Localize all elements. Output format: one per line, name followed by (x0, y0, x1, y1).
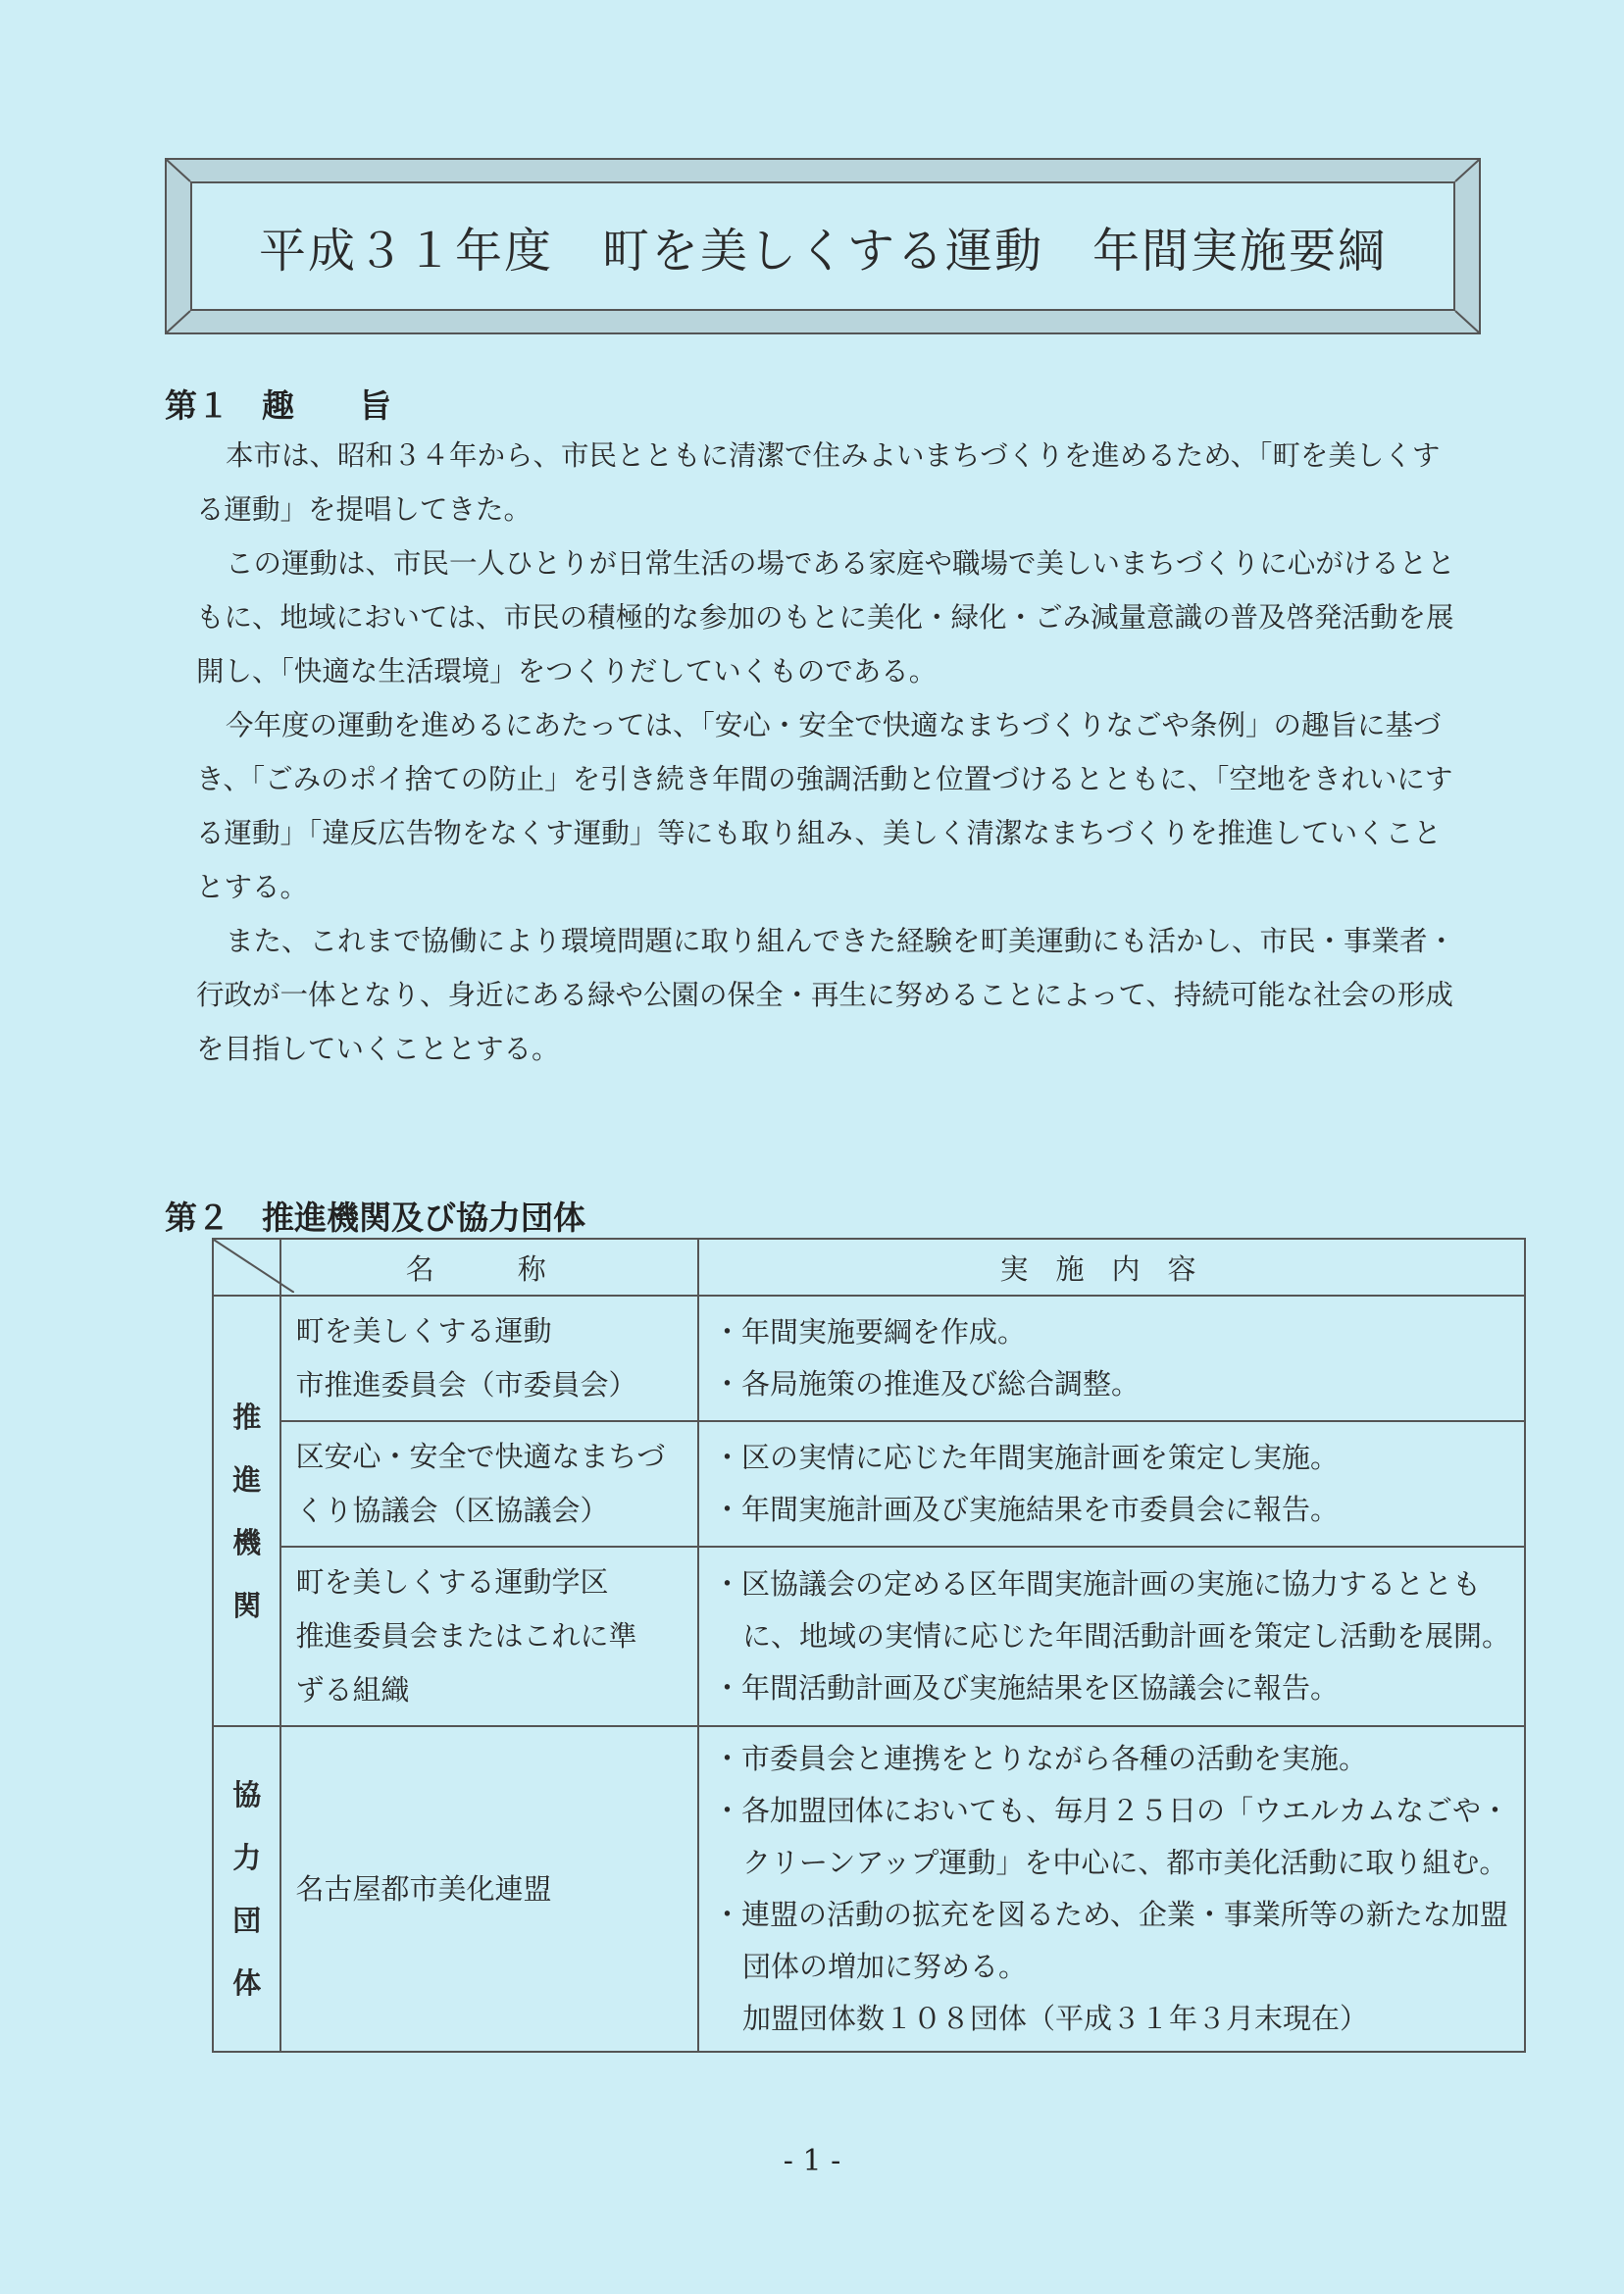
name-line: 推進委員会またはこれに準 (295, 1619, 637, 1653)
category-cooperating-groups (213, 1726, 280, 2052)
row-content-cell (698, 1296, 1525, 1421)
bullet-item: ・ 区の実情に応じた年間実施計画を策定し実施。 (713, 1432, 1510, 1484)
row-content-cell (698, 1547, 1525, 1726)
row-content-cell (698, 1421, 1525, 1547)
name-line: 町を美しくする運動 (295, 1314, 552, 1348)
column-header-content: 実施内容 (698, 1239, 1525, 1296)
bullet-item: ・ 区協議会の定める区年間実施計画の実施に協力するととも (713, 1558, 1510, 1610)
row-content-cell (698, 1726, 1525, 2052)
category-promotion-bodies (213, 1296, 280, 1726)
paragraph-line: る運動」「違反広告物をなくす運動」等にも取り組み、美しく清潔なまちづくりを推進していくこと (196, 817, 1442, 849)
table-row (213, 1547, 1525, 1726)
bullet-continuation: に、地域の実情に応じた年間活動計画を策定し活動を展開。 (741, 1619, 1510, 1653)
category-char: 機 (232, 1525, 262, 1559)
paragraph-line: とする。 (196, 871, 309, 903)
organization-table (212, 1238, 1526, 2053)
name-line: 区安心・安全で快適なまちづ (295, 1440, 666, 1473)
name-line: くり協議会（区協議会） (295, 1494, 609, 1527)
bullet-item: ・ 各加盟団体においても、毎月２５日の「ウエルカムなごや・ (713, 1785, 1510, 1837)
row-name-cell (280, 1421, 698, 1547)
page-number: - 1 - (783, 2144, 841, 2178)
paragraph-line: もに、地域においては、市民の積極的な参加のもとに美化・緑化・ごみ減量意識の普及啓発活動を展 (196, 601, 1454, 634)
section1-body (196, 429, 1483, 1076)
page-title: 平成３１年度 町を美しくする運動 年間実施要綱 (258, 223, 1387, 279)
name-line: 市推進委員会（市委員会） (295, 1368, 637, 1402)
bullet-continuation: 団体の増加に努める。 (741, 1950, 1027, 1983)
category-char: 体 (232, 1966, 262, 2000)
bullet-continuation: クリーンアップ運動」を中心に、都市美化活動に取り組む。 (741, 1846, 1508, 1879)
table-row (213, 1726, 1525, 2052)
section1-heading: 第１ 趣 旨 (165, 386, 391, 425)
paragraph-line: を目指していくこととする。 (196, 1033, 560, 1065)
category-char: 関 (232, 1588, 262, 1622)
category-char: 推 (232, 1400, 262, 1434)
paragraph-line: 今年度の運動を進めるにあたっては、「安心・安全で快適なまちづくりなごや条例」の趣旨に基づ (226, 709, 1442, 741)
category-char: 協 (232, 1778, 262, 1811)
category-char: 力 (232, 1841, 262, 1874)
section2-heading: 第２ 推進機関及び協力団体 (165, 1198, 585, 1237)
row-name-cell (280, 1296, 698, 1421)
paragraph-line: 開し、「快適な生活環境」をつくりだしていくものである。 (196, 655, 938, 688)
row-name-cell (280, 1547, 698, 1726)
name-line: ずる組織 (295, 1673, 410, 1707)
bullet-item: ・ 市委員会と連携をとりながら各種の活動を実施。 (713, 1733, 1510, 1785)
title-frame (165, 158, 1481, 334)
bullet-item: ・ 各局施策の推進及び総合調整。 (713, 1358, 1510, 1410)
paragraph-line: また、これまで協働により環境問題に取り組んできた経験を町美運動にも活かし、市民・事業者・ (226, 925, 1456, 957)
name-line: 町を美しくする運動学区 (295, 1565, 609, 1599)
category-char: 団 (232, 1904, 262, 1937)
table-row (213, 1421, 1525, 1547)
bullet-item: ・ 年間活動計画及び実施結果を区協議会に報告。 (713, 1662, 1510, 1714)
paragraph-line: き、「ごみのポイ捨ての防止」を引き続き年間の強調活動と位置づけるとともに、「空地をきれいにす (196, 763, 1453, 795)
bullet-item: ・ 連盟の活動の拡充を図るため、企業・事業所等の新たな加盟 (713, 1889, 1510, 1941)
paragraph-line: る運動」を提唱してきた。 (196, 493, 533, 526)
paragraph-line: 行政が一体となり、身近にある緑や公園の保全・再生に努めることによって、持続可能な社会の形成 (196, 979, 1453, 1011)
row-name-cell (280, 1726, 698, 2052)
bullet-continuation: 加盟団体数１０８団体（平成３１年３月末現在） (741, 2002, 1368, 2035)
category-char: 進 (232, 1462, 262, 1497)
table-row (213, 1296, 1525, 1421)
diagonal-corner-cell (213, 1239, 280, 1296)
paragraph-line: 本市は、昭和３４年から、市民とともに清潔で住みよいまちづくりを進めるため、「町を美しくす (226, 439, 1441, 472)
column-header-name: 名 称 (280, 1239, 698, 1296)
bullet-item: ・ 年間実施要綱を作成。 (713, 1306, 1510, 1358)
paragraph-line: この運動は、市民一人ひとりが日常生活の場である家庭や職場で美しいまちづくりに心がけるとと (226, 547, 1455, 580)
title-inner-box (190, 181, 1455, 311)
table-header-row (213, 1239, 1525, 1296)
name-line: 名古屋都市美化連盟 (295, 1871, 552, 1906)
diagonal-line (214, 1240, 294, 1293)
bullet-item: ・ 年間実施計画及び実施結果を市委員会に報告。 (713, 1484, 1510, 1536)
